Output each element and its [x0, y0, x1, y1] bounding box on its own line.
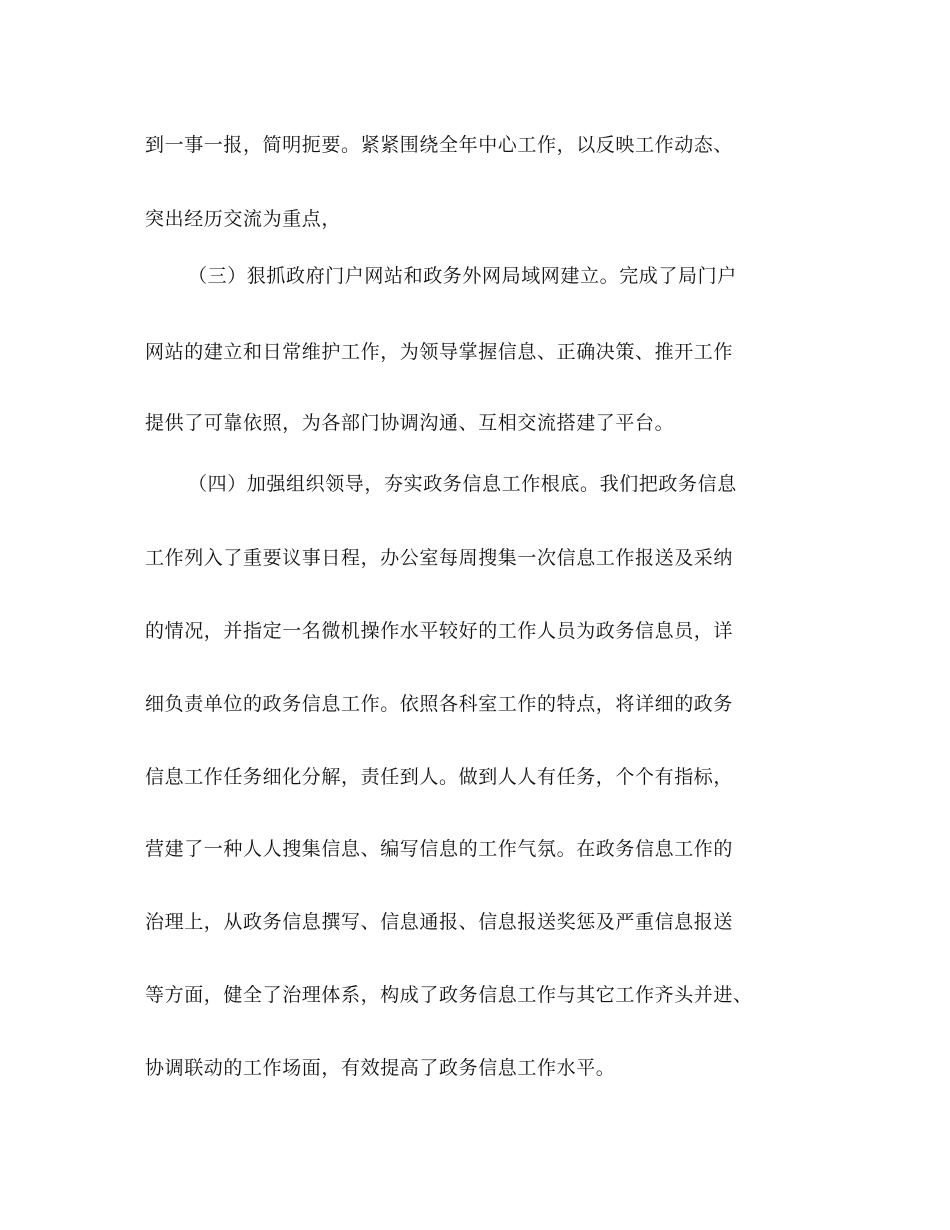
- paragraph-heading-3: （三）狠抓政府门户网站和政务外网局域网建立。完成了局门户: [188, 265, 737, 287]
- text-line: 的情况，并指定一名微机操作水平较好的工作人员为政务信息员，详: [145, 620, 734, 642]
- text-line: 提供了可靠依照，为各部门协调沟通、互相交流搭建了平台。: [145, 412, 675, 434]
- text-line: 突出经历交流为重点，: [145, 208, 342, 230]
- text-line: 工作列入了重要议事日程，办公室每周搜集一次信息工作报送及采纳: [145, 547, 734, 569]
- text-line: 等方面，健全了治理体系，构成了政务信息工作与其它工作齐头并进、: [145, 984, 753, 1006]
- text-line: 协调联动的工作场面，有效提高了政务信息工作水平。: [145, 1057, 616, 1079]
- text-line: 细负责单位的政务信息工作。依照各科室工作的特点，将详细的政务: [145, 693, 734, 715]
- text-line: 治理上，从政务信息撰写、信息通报、信息报送奖惩及严重信息报送: [145, 911, 734, 933]
- text-line: 营建了一种人人搜集信息、编写信息的工作气氛。在政务信息工作的: [145, 838, 734, 860]
- text-line: 信息工作任务细化分解，责任到人。做到人人有任务，个个有指标，: [145, 766, 734, 788]
- text-line: 到一事一报，简明扼要。紧紧围绕全年中心工作，以反映工作动态、: [145, 134, 734, 156]
- paragraph-heading-4: （四）加强组织领导，夯实政务信息工作根底。我们把政务信息: [188, 473, 737, 495]
- text-line: 网站的建立和日常维护工作，为领导掌握信息、正确决策、推开工作: [145, 341, 734, 363]
